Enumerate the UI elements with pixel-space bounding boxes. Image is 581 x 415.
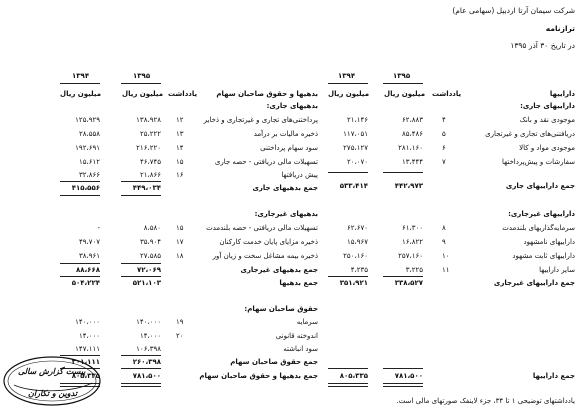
footnote: یادداشتهای توضیحی ۱ تا ۳۴، جزء لاینفک صورتهای مالی است. bbox=[396, 397, 575, 405]
row-value-1394: ۲۱،۱۴۶ bbox=[346, 116, 368, 124]
row-value-1395: ۳،۲۲۵ bbox=[405, 266, 423, 274]
row-label: جمع داراییها bbox=[532, 372, 575, 380]
stamp-graphic bbox=[2, 355, 102, 407]
row-value-1395: ۱۳،۴۴۴ bbox=[401, 158, 423, 166]
auditor-stamp bbox=[2, 355, 102, 407]
row-note: ۱۰ bbox=[442, 252, 450, 260]
row-value-1395: ۶۱،۳۰۰ bbox=[401, 224, 423, 232]
row-label: داراییهای ثابت مشهود bbox=[512, 252, 575, 260]
liab-year-1394: ۱۳۹۴ bbox=[72, 72, 90, 80]
liab-header-rule-1394 bbox=[60, 83, 100, 84]
assets-noncurrent-title: داراییهای غیرجاری: bbox=[508, 210, 575, 218]
row-value-1395: ۸۵،۴۸۶ bbox=[401, 130, 423, 138]
row-note: ۶ bbox=[442, 144, 446, 152]
row-value-1394: ۱۴۷،۱۱۱ bbox=[75, 345, 100, 353]
assets-current-title: داراییهای جاری: bbox=[520, 102, 575, 110]
assets-title: داراییها bbox=[549, 90, 575, 98]
row-value-1394: ۳۰۱،۱۱۱ bbox=[71, 358, 100, 366]
liab-noncurrent-title: بدهیهای غیرجاری: bbox=[254, 210, 318, 218]
row-label: جمع بدهیهای جاری bbox=[252, 184, 318, 192]
assets-header-rule-1395 bbox=[383, 83, 423, 84]
liab-current-subtotal-rule-1394 bbox=[60, 181, 100, 182]
row-label: موجودی مواد و کالا bbox=[519, 144, 575, 152]
row-note: ۴ bbox=[442, 116, 446, 124]
assets-grand-rule-1395 bbox=[383, 368, 423, 369]
row-note: ۱۵ bbox=[176, 224, 184, 232]
row-value-1395: ۱۰۶،۳۹۸ bbox=[136, 345, 161, 353]
row-value-1394: ۱۲۵،۹۲۹ bbox=[75, 116, 100, 124]
row-label: سرمایه bbox=[296, 318, 318, 326]
row-label: سود انباشته bbox=[283, 345, 318, 353]
row-value-1394: ۱۴۰،۰۰۰ bbox=[75, 318, 100, 326]
row-value-1395: ۷۲،۰۶۹ bbox=[136, 266, 161, 274]
row-value-1394: ۵۳۳،۴۱۴ bbox=[339, 182, 368, 190]
row-label: ذخیره مزایای پایان خدمت کارکنان bbox=[219, 238, 318, 246]
liab-year-1395: ۱۳۹۵ bbox=[133, 72, 151, 80]
row-note: ۲۰ bbox=[176, 332, 184, 340]
assets-noncurrent-subtotal-rule-1394 bbox=[328, 276, 368, 277]
row-label: داراییهای نامشهود bbox=[523, 238, 575, 246]
row-value-1395: ۶۲،۸۸۳ bbox=[401, 116, 423, 124]
row-value-1395: ۳۵،۹۰۴ bbox=[139, 238, 161, 246]
liab-grand-rule-1395 bbox=[121, 368, 161, 369]
liab-noncurrent-subtotal-rule-1395 bbox=[121, 263, 161, 264]
row-label: جمع بدهیها bbox=[279, 279, 318, 287]
assets-noncurrent-subtotal-rule-1395 bbox=[383, 276, 423, 277]
equity-subtotal-rule-1395 bbox=[121, 355, 161, 356]
row-label: جمع حقوق صاحبان سهام bbox=[230, 358, 318, 366]
row-value-1395: ۱۴،۰۰۰ bbox=[139, 332, 161, 340]
liab-current-total-under-rule-1395 bbox=[121, 195, 161, 196]
row-note: ۱۴ bbox=[176, 144, 184, 152]
row-label: جمع داراییهای غیرجاری bbox=[493, 279, 575, 287]
row-value-1395: ۲۵،۲۲۲ bbox=[139, 130, 161, 138]
row-label: جمع بدهیهای غیرجاری bbox=[240, 266, 318, 274]
row-value-1394: ۶۲،۶۷۰ bbox=[346, 224, 368, 232]
row-value-1395: ۲۱۶،۲۲۰ bbox=[136, 144, 161, 152]
row-value-1394: ۳۵۱،۹۲۱ bbox=[339, 279, 368, 287]
row-value-1395: ۲۱،۸۶۶ bbox=[139, 171, 161, 179]
row-value-1394: ۸۰۵،۳۳۵ bbox=[339, 372, 368, 380]
row-value-1395: ۴۶،۷۴۵ bbox=[139, 158, 161, 166]
stamp-line-1: پیست گزارش سالی bbox=[18, 367, 86, 376]
row-value-1395: ۲۸۱،۱۶۰ bbox=[398, 144, 423, 152]
liab-total-rule-1395 bbox=[121, 276, 161, 277]
row-value-1395: ۲۷،۵۸۵ bbox=[139, 252, 161, 260]
row-value-1394: ۸۰۵،۳۳۵ bbox=[71, 372, 100, 380]
row-label: جمع بدهیها و حقوق صاحبان سهام bbox=[199, 372, 318, 380]
row-value-1394: ۱۴،۰۰۰ bbox=[78, 332, 100, 340]
row-note: ۱۲ bbox=[176, 116, 184, 124]
assets-header-rule-1394 bbox=[328, 83, 368, 84]
row-label: سایر داراییها bbox=[539, 266, 575, 274]
row-note: ۵ bbox=[442, 130, 446, 138]
row-value-1394: ۱۵،۹۶۷ bbox=[346, 238, 368, 246]
row-note: ۱۱ bbox=[442, 266, 450, 274]
liab-unit-1394: میلیون ریال bbox=[60, 90, 102, 98]
row-label: دریافتنی‌های تجاری و غیرتجاری bbox=[485, 130, 575, 138]
row-label: سود سهام پرداختنی bbox=[260, 144, 318, 152]
liab-header-rule-1395 bbox=[121, 83, 161, 84]
row-label: پیش دریافتها bbox=[281, 171, 318, 179]
row-value-1394: ۴۱۵،۵۵۶ bbox=[71, 184, 100, 192]
row-label: سفارشات و پیش‌پرداختها bbox=[502, 158, 575, 166]
row-value-1394: ۱۵،۶۱۲ bbox=[78, 158, 100, 166]
row-label: جمع داراییهای جاری bbox=[505, 182, 575, 190]
liab-grand-double-rule-1395 bbox=[121, 383, 161, 387]
liab-current-subtotal-rule-1395 bbox=[121, 181, 161, 182]
row-label: تسهیلات مالی دریافتی - حصه بلندمدت bbox=[206, 224, 318, 232]
liab-noncurrent-subtotal-rule-1394 bbox=[60, 263, 100, 264]
row-label: ذخیره بیمه مشاغل سخت و زیان آور bbox=[212, 252, 318, 260]
row-value-1394: ۲۰،۰۷۰ bbox=[346, 158, 368, 166]
row-note: ۸ bbox=[442, 224, 446, 232]
row-value-1395: ۱۶،۸۲۲ bbox=[401, 238, 423, 246]
equity-title: حقوق صاحبان سهام: bbox=[244, 305, 318, 313]
row-value-1395: ۴۴۹،۰۳۴ bbox=[132, 184, 161, 192]
row-value-1394: ۲۵۰،۱۶۰ bbox=[343, 252, 368, 260]
row-label: ذخیره مالیات بر درآمد bbox=[253, 130, 318, 138]
row-value-1395: ۴۴۲،۹۷۳ bbox=[394, 182, 423, 190]
row-value-1394: ۳۲،۸۶۶ bbox=[78, 171, 100, 179]
row-value-1394: ۸۸،۶۶۸ bbox=[75, 266, 100, 274]
row-label: اندوخته قانونی bbox=[275, 332, 318, 340]
assets-current-subtotal-rule-1395 bbox=[383, 172, 423, 173]
liab-note-header: یادداشت bbox=[168, 90, 198, 98]
row-label: پرداختنی‌های تجاری و غیرتجاری و ذخایر bbox=[203, 116, 318, 124]
row-note: ۷ bbox=[442, 158, 446, 166]
liab-title: بدهیها و حقوق صاحبان سهام bbox=[216, 90, 318, 98]
liab-current-total-under-rule-1394 bbox=[60, 195, 100, 196]
row-note: ۱۹ bbox=[176, 318, 184, 326]
report-title: ترازنامه bbox=[545, 24, 575, 33]
row-label: سرمایه‌گذاریهای بلندمدت bbox=[502, 224, 575, 232]
row-value-1394: ۴،۲۳۵ bbox=[350, 266, 368, 274]
report-date: در تاریخ ۳۰ آذر ۱۳۹۵ bbox=[510, 41, 575, 50]
row-value-1394: - bbox=[97, 224, 100, 232]
row-note: ۱۶ bbox=[176, 171, 184, 179]
row-value-1395: ۵۲۱،۱۰۳ bbox=[132, 279, 161, 287]
row-note: ۱۳ bbox=[176, 130, 184, 138]
assets-unit-1394: میلیون ریال bbox=[328, 90, 370, 98]
row-value-1394: ۵۰۴،۲۲۴ bbox=[71, 279, 100, 287]
assets-current-subtotal-rule-1394 bbox=[328, 172, 368, 173]
liab-total-rule-1394 bbox=[60, 276, 100, 277]
row-value-1395: ۱۳۸،۹۲۸ bbox=[136, 116, 161, 124]
row-value-1395: ۲۵۷،۱۶۰ bbox=[398, 252, 423, 260]
assets-year-1395: ۱۳۹۵ bbox=[393, 72, 411, 80]
row-value-1394: ۴۹،۷۰۷ bbox=[78, 238, 100, 246]
assets-year-1394: ۱۳۹۴ bbox=[338, 72, 356, 80]
row-value-1395: ۷۸۱،۵۰۰ bbox=[394, 372, 423, 380]
row-value-1394: ۱۹۲،۶۹۱ bbox=[75, 144, 100, 152]
row-note: ۹ bbox=[442, 238, 446, 246]
row-note: ۱۵ bbox=[176, 158, 184, 166]
liab-current-title: بدهیهای جاری: bbox=[266, 102, 318, 110]
row-value-1395: ۸،۵۸۰ bbox=[143, 224, 161, 232]
row-value-1395: ۱۴۰،۰۰۰ bbox=[136, 318, 161, 326]
liab-unit-1395: میلیون ریال bbox=[122, 90, 164, 98]
row-value-1394: ۳۸،۹۶۱ bbox=[78, 252, 100, 260]
row-value-1395: ۷۸۱،۵۰۰ bbox=[132, 372, 161, 380]
row-note: ۱۸ bbox=[176, 252, 184, 260]
row-value-1394: ۲۸،۵۵۸ bbox=[78, 130, 100, 138]
row-value-1395: ۳۳۸،۵۲۷ bbox=[394, 279, 423, 287]
row-value-1395: ۲۶۰،۳۹۸ bbox=[132, 358, 161, 366]
stamp-line-2: تدوین و تکاران bbox=[28, 389, 78, 398]
assets-grand-rule-1394 bbox=[328, 368, 368, 369]
row-label: موجودی نقد و بانک bbox=[519, 116, 575, 124]
assets-grand-double-rule-1394 bbox=[328, 383, 368, 387]
row-value-1394: ۱۱۷،۰۵۱ bbox=[343, 130, 368, 138]
row-note: ۱۷ bbox=[176, 238, 184, 246]
row-value-1394: ۲۷۵،۱۲۷ bbox=[343, 144, 368, 152]
company-name: شرکت سیمان آرتا اردبیل (سهامی عام) bbox=[452, 6, 575, 15]
assets-note-header: یادداشت bbox=[432, 90, 462, 98]
assets-unit-1395: میلیون ریال bbox=[384, 90, 426, 98]
row-label: تسهیلات مالی دریافتی - حصه جاری bbox=[214, 158, 318, 166]
assets-grand-double-rule-1395 bbox=[383, 383, 423, 387]
